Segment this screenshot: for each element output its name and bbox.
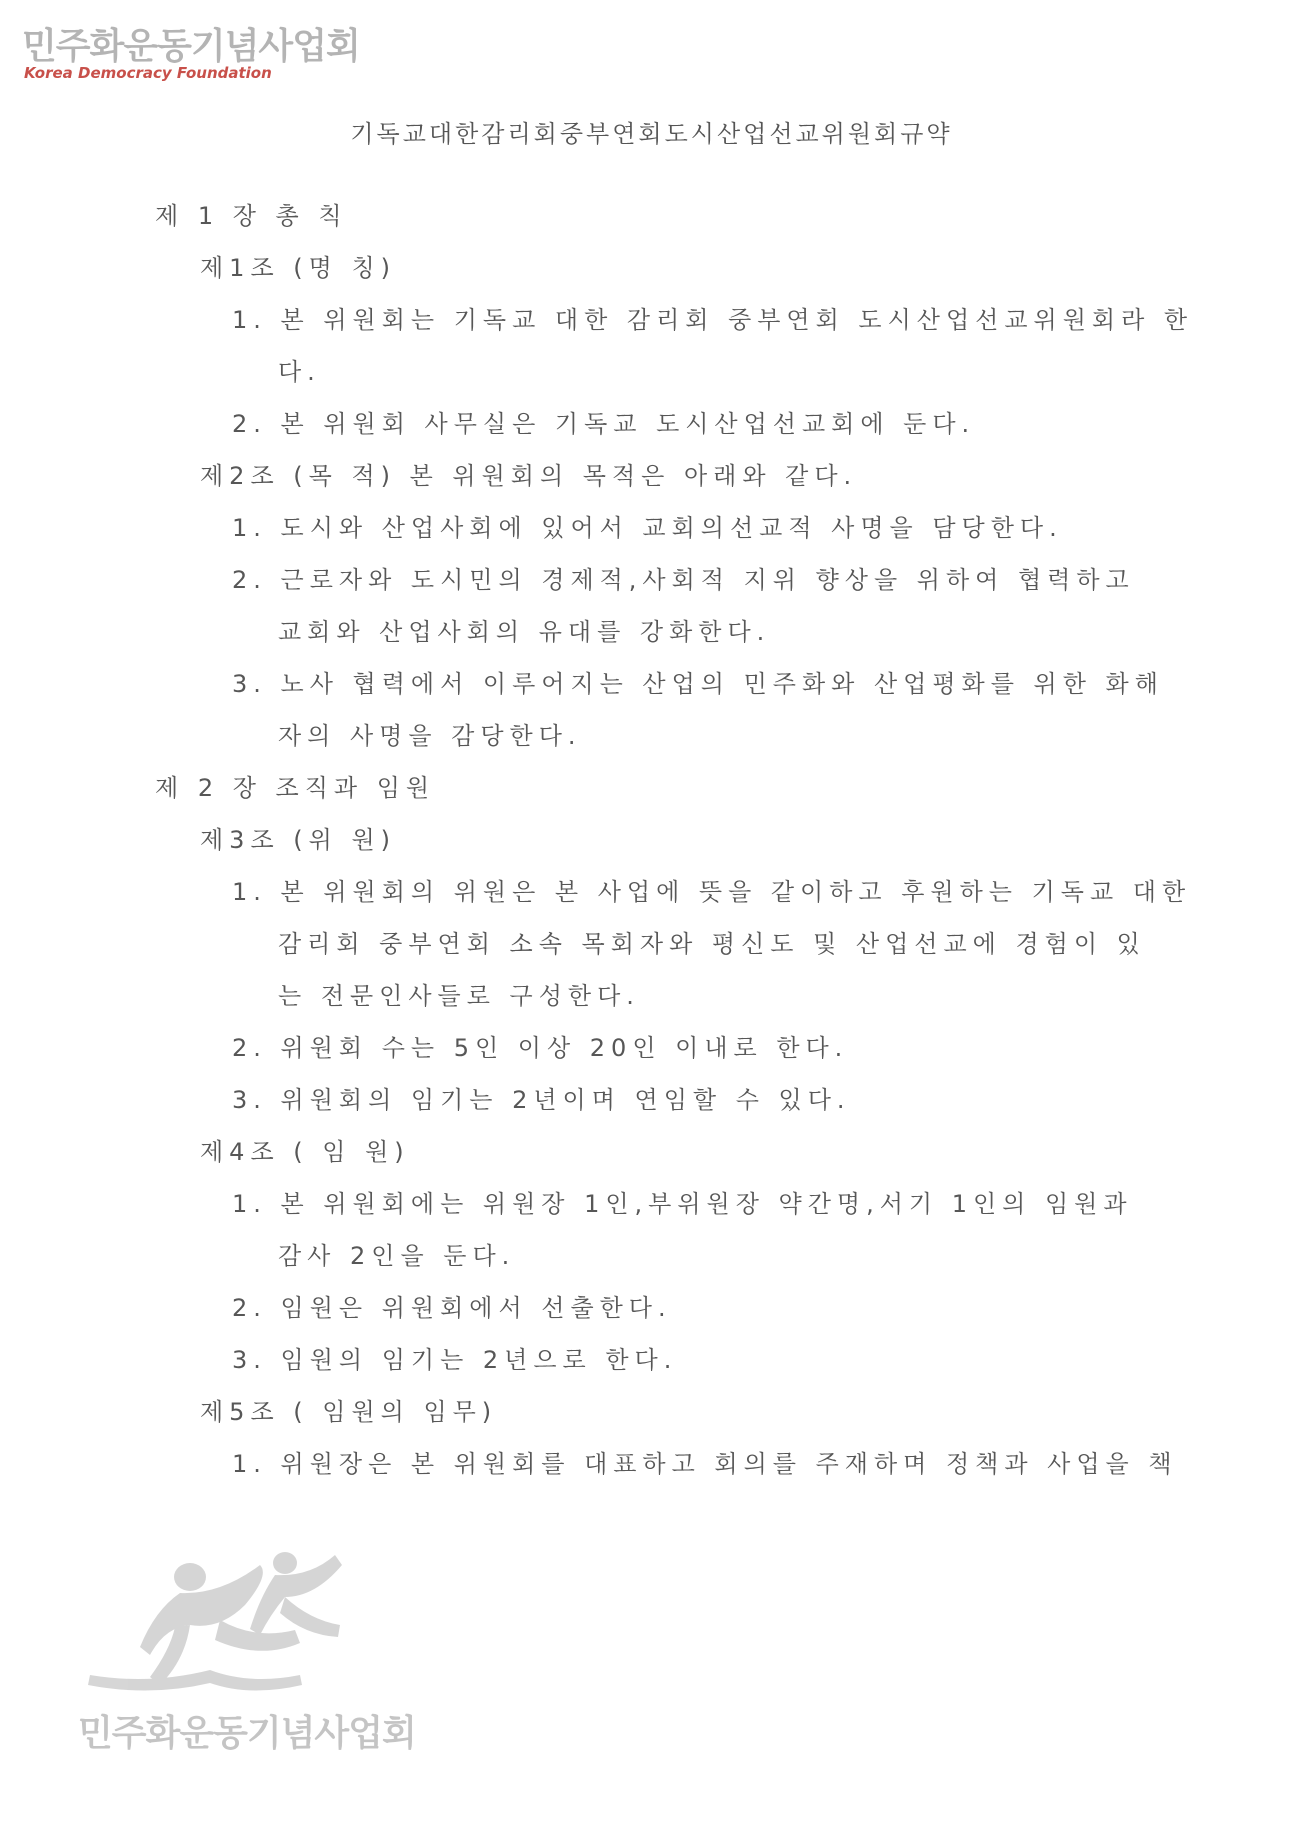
article-4-heading: 제4조 ( 임 원)	[200, 1138, 410, 1166]
organization-watermark-korean: 민주화운동기념사업회	[78, 1713, 416, 1754]
article-1-item-1-cont: 다.	[278, 358, 321, 386]
chapter-2-heading: 제 2 장 조직과 임원	[155, 774, 436, 802]
article-4-item-1: 1. 본 위원회에는 위원장 1인,부위원장 약간명,서기 1인의 임원과	[232, 1190, 1133, 1218]
organization-logo-english: Korea Democracy Foundation	[24, 64, 272, 82]
article-3-item-3: 3. 위원회의 임기는 2년이며 연임할 수 있다.	[232, 1086, 851, 1114]
article-2-item-3: 3. 노사 협력에서 이루어지는 산업의 민주화와 산업평화를 위한 화해	[232, 670, 1164, 698]
article-4-item-2: 2. 임원은 위원회에서 선출한다.	[232, 1294, 672, 1322]
article-3-item-2: 2. 위원회 수는 5인 이상 20인 이내로 한다.	[232, 1034, 849, 1062]
article-2-item-1: 1. 도시와 산업사회에 있어서 교회의선교적 사명을 담당한다.	[232, 514, 1063, 542]
article-1-item-2: 2. 본 위원회 사무실은 기독교 도시산업선교회에 둔다.	[232, 410, 976, 438]
document-title: 기독교대한감리회중부연회도시산업선교위원회규약	[350, 120, 953, 148]
article-4-item-3: 3. 임원의 임기는 2년으로 한다.	[232, 1346, 678, 1374]
article-1-item-1: 1. 본 위원회는 기독교 대한 감리회 중부연회 도시산업선교위원회라 한	[232, 306, 1194, 334]
running-figures-watermark-icon	[70, 1535, 360, 1700]
article-5-heading: 제5조 ( 임원의 임무)	[200, 1398, 498, 1426]
article-3-heading: 제3조 (위 원)	[200, 826, 396, 854]
chapter-1-heading: 제 1 장 총 칙	[155, 202, 348, 230]
article-3-item-1: 1. 본 위원회의 위원은 본 사업에 뜻을 같이하고 후원하는 기독교 대한	[232, 878, 1192, 906]
article-1-heading: 제1조 (명 칭)	[200, 254, 396, 282]
article-3-item-1-cont: 감리회 중부연회 소속 목회자와 평신도 및 산업선교에 경험이 있	[278, 930, 1146, 958]
organization-logo-korean: 민주화운동기념사업회	[22, 26, 360, 67]
article-2-item-2-cont: 교회와 산업사회의 유대를 강화한다.	[278, 618, 771, 646]
article-2-item-3-cont: 자의 사명을 감당한다.	[278, 722, 582, 750]
article-3-item-1-cont-2: 는 전문인사들로 구성한다.	[278, 982, 640, 1010]
article-5-item-1: 1. 위원장은 본 위원회를 대표하고 회의를 주재하며 정책과 사업을 책	[232, 1450, 1178, 1478]
article-4-item-1-cont: 감사 2인을 둔다.	[278, 1242, 516, 1270]
article-2-item-2: 2. 근로자와 도시민의 경제적,사회적 지위 향상을 위하여 협력하고	[232, 566, 1135, 594]
article-2-heading: 제2조 (목 적) 본 위원회의 목적은 아래와 같다.	[200, 462, 858, 490]
